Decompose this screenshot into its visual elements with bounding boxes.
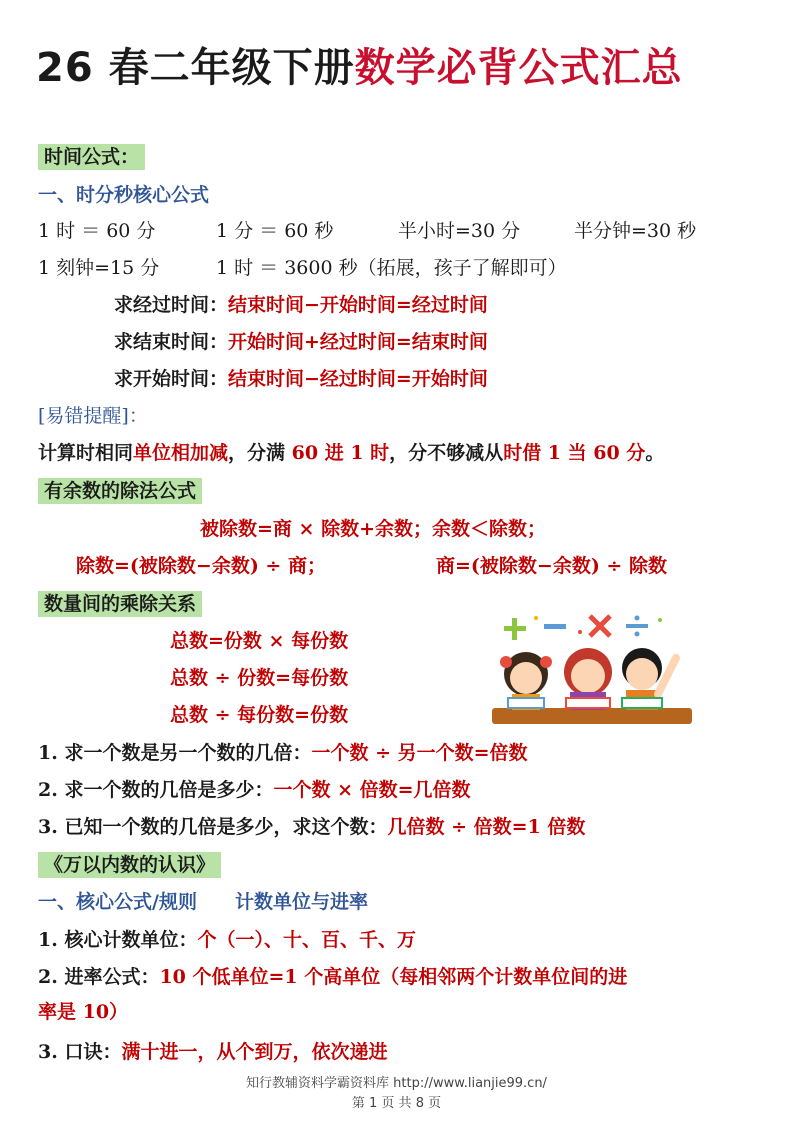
formula-start-time: 求开始时间：结束时间−经过时间=开始时间: [114, 368, 488, 390]
multiple-question-2: 2. 求一个数的几倍是多少：一个数 × 倍数=几倍数: [38, 779, 471, 801]
mnemonic-point: 3. 口诀：满十进一，从个到万，依次递进: [38, 1041, 388, 1063]
mistake-tip-label: [易错提醒]：: [38, 405, 148, 427]
conversion-rate-point-cont: 率是 10）: [38, 1001, 129, 1023]
section-time-header: 时间公式：: [38, 142, 145, 169]
section-numbers-header: 《万以内数的认识》: [38, 850, 221, 877]
division-formula-line-1: 被除数=商 × 除数+余数；余数＜除数；: [200, 518, 546, 540]
relation-formula-2: 总数 ÷ 份数=每份数: [170, 667, 349, 689]
division-formula-divisor: 除数=(被除数−余数) ÷ 商；: [76, 555, 326, 577]
title-red-part: 数学必背公式汇总: [354, 45, 683, 91]
multiple-question-1: 1. 求一个数是另一个数的几倍：一个数 ÷ 另一个数=倍数: [38, 742, 528, 764]
conversion-rate-point: 2. 进率公式：10 个低单位=1 个高单位（每相邻两个计数单位间的进: [38, 966, 628, 988]
section-division-header: 有余数的除法公式: [38, 476, 202, 503]
relation-formula-3: 总数 ÷ 每份数=份数: [170, 704, 349, 726]
section-time-subheading: 一、时分秒核心公式: [38, 184, 210, 206]
footer-page-number: 第 1 页 共 8 页: [351, 1096, 442, 1111]
mistake-tip-text: 计算时相同单位相加减，分满 60 进 1 时，分不够减从时借 1 当 60 分。: [38, 442, 665, 464]
section-multiplication-header: 数量间的乘除关系: [38, 589, 202, 616]
title-black-part: 26 春二年级下册: [36, 45, 355, 91]
division-formula-quotient: 商=(被除数−余数) ÷ 除数: [436, 555, 667, 577]
numbers-subheading: 一、核心公式/规则 计数单位与进率: [38, 891, 368, 913]
formula-elapsed-time: 求经过时间：结束时间−开始时间=经过时间: [114, 294, 488, 316]
time-units-row-2: 1 刻钟=15 分 1 时 ＝ 3600 秒（拓展，孩子了解即可）: [38, 257, 567, 279]
relation-formula-1: 总数=份数 × 每份数: [170, 630, 349, 652]
counting-units-point: 1. 核心计数单位：个（一）、十、百、千、万: [38, 929, 416, 951]
multiple-question-3: 3. 已知一个数的几倍是多少，求这个数：几倍数 ÷ 倍数=1 倍数: [38, 816, 586, 838]
children-reading-math-icon: [492, 612, 692, 726]
formula-end-time: 求结束时间：开始时间+经过时间=结束时间: [114, 331, 488, 353]
time-units-row-1: 1 时 ＝ 60 分 1 分 ＝ 60 秒 半小时=30 分 半分钟=30 秒: [38, 220, 697, 242]
page-title: [36, 36, 683, 93]
footer-source: 知行教辅资料学霸资料库 http://www.lianjie99.cn/: [246, 1076, 547, 1091]
